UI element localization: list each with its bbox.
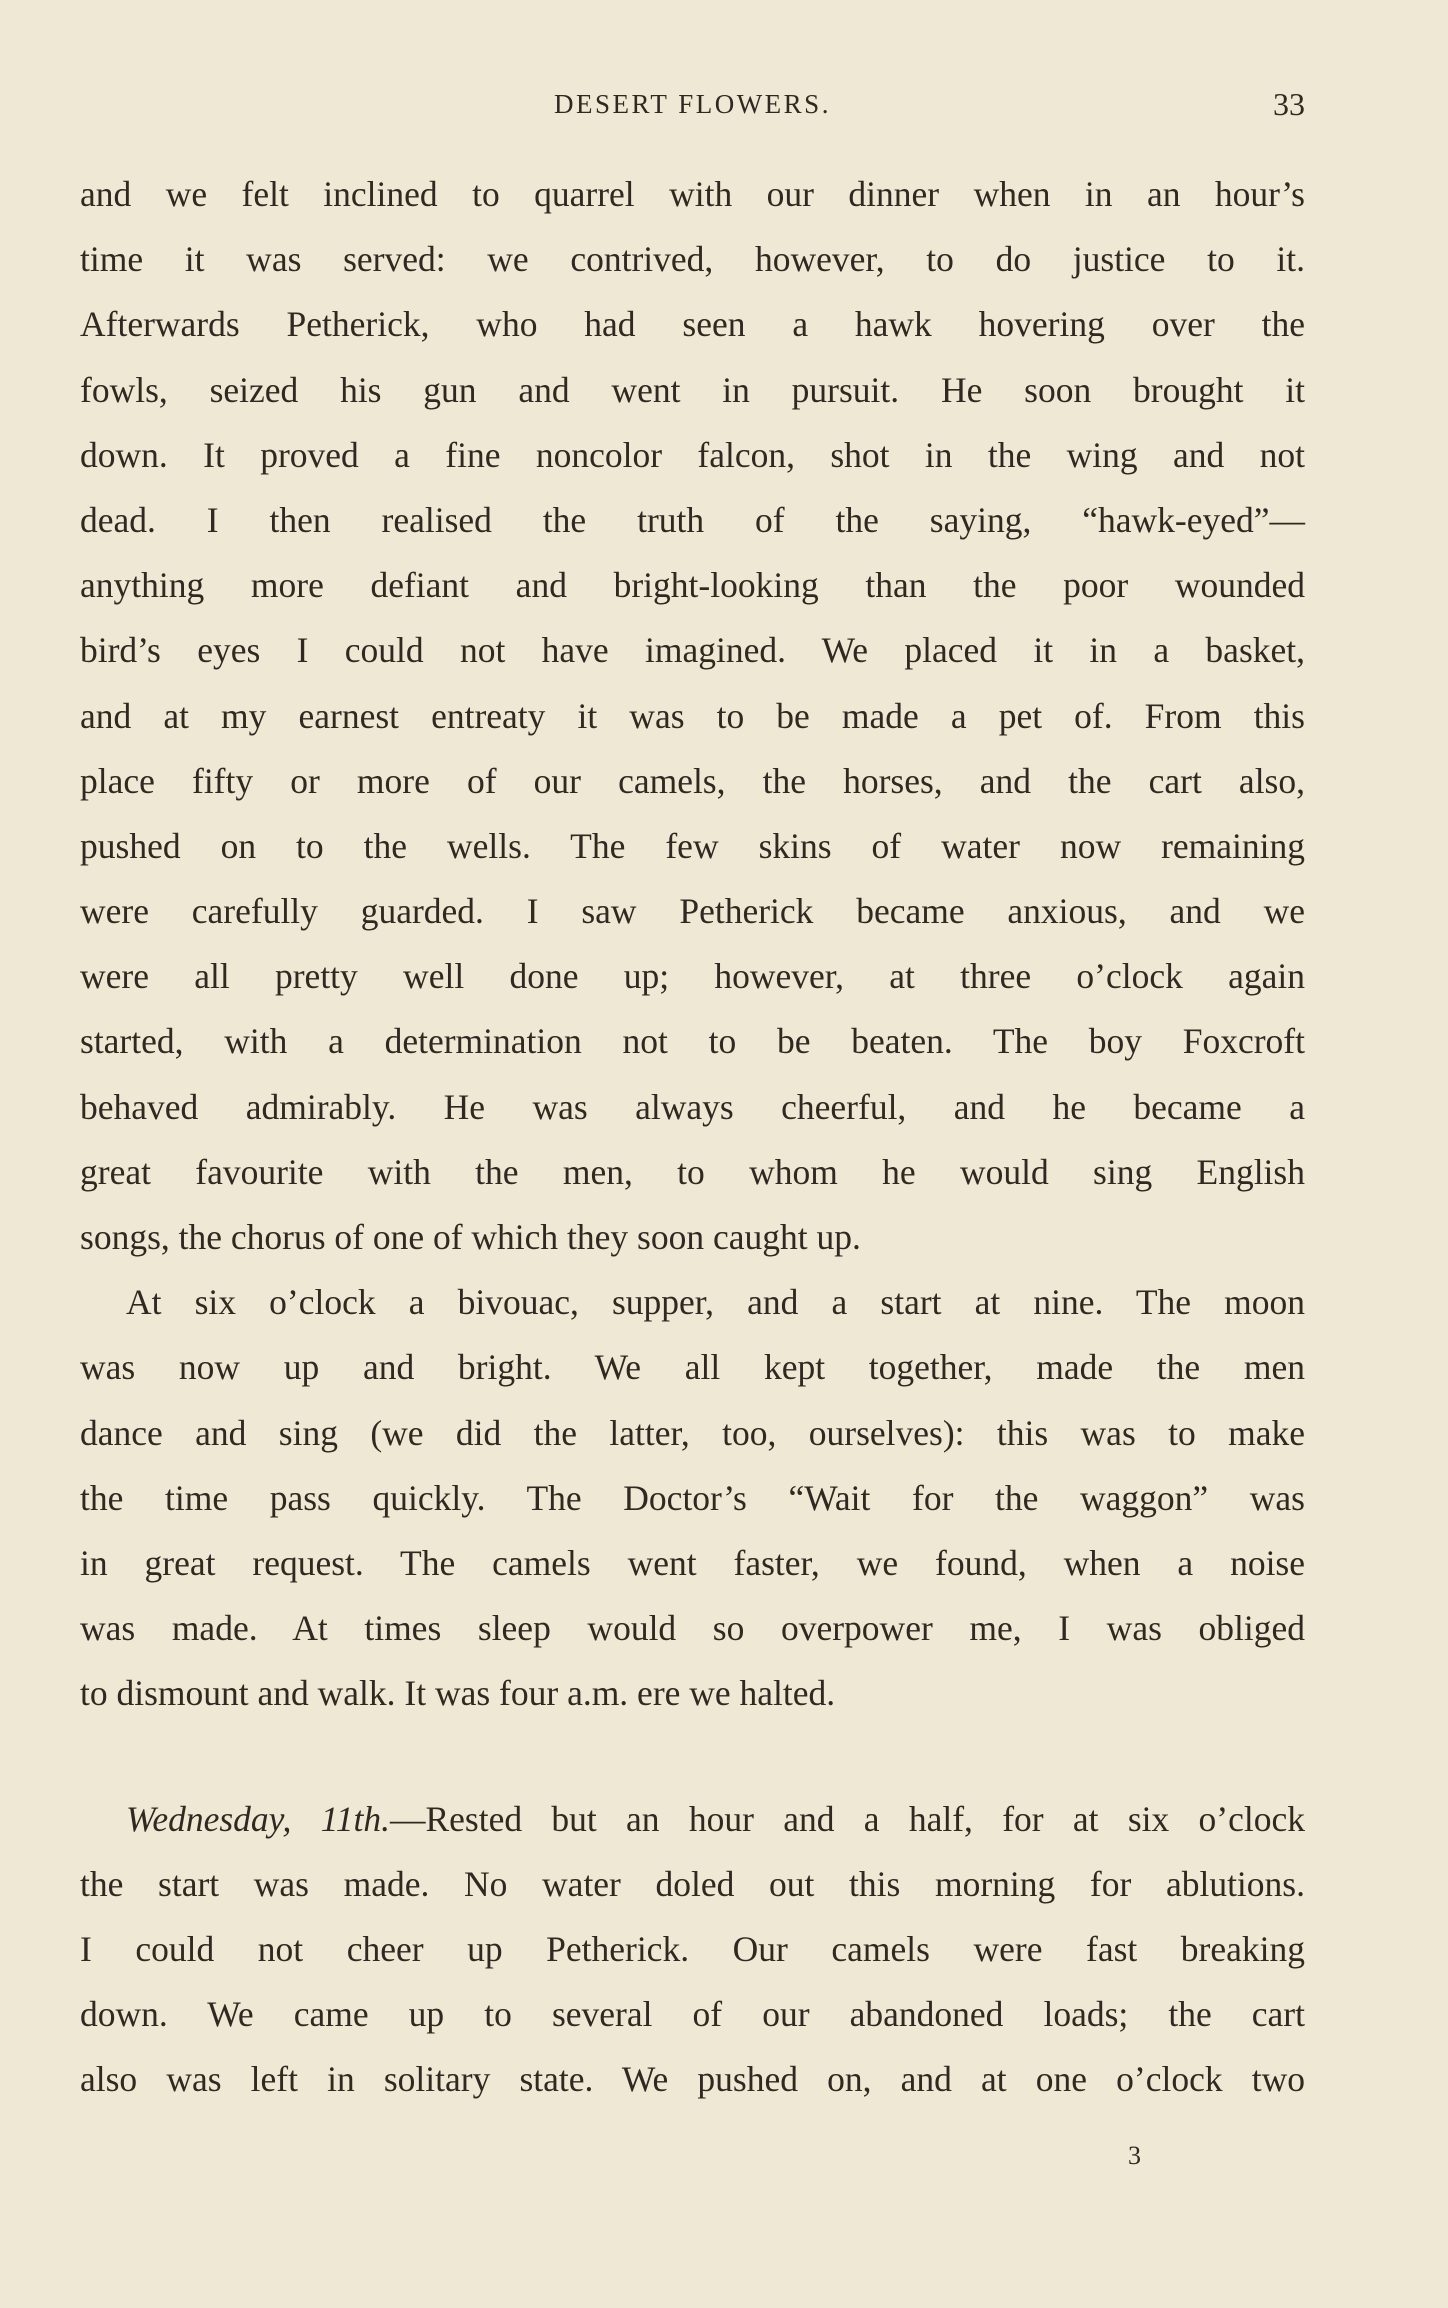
page-number: 33 — [1273, 86, 1305, 122]
text-line: dance and sing (we did the latter, too, ourselves): this was to make — [80, 1412, 1305, 1453]
text-line: to dismount and walk. It was four a.m. ere we halted. — [80, 1673, 836, 1714]
text-line: were all pretty well done up; however, at three o’clock again — [80, 956, 1305, 997]
text-line: was now up and bright. We all kept together, made the men — [80, 1347, 1305, 1388]
paragraph-3 — [80, 1787, 1305, 2113]
text-line: in great request. The camels went faster, we found, when a noise — [80, 1542, 1305, 1583]
text-line: songs, the chorus of one of which they soon caught up. — [80, 1217, 861, 1257]
text-line: dead. I then realised the truth of the saying, “hawk-eyed”— — [80, 499, 1305, 540]
paragraph-2 — [80, 1270, 1305, 1726]
text-run: —Rested but an hour and a half, for at six o’clock — [389, 1798, 1305, 1839]
text-line: At six o’clock a bivouac, supper, and a start at nine. The moon — [126, 1282, 1305, 1323]
text-line: bird’s eyes I could not have imagined. We placed it in a basket, — [80, 630, 1305, 671]
text-line — [80, 1787, 1305, 1852]
signature-mark: 3 — [1128, 2141, 1141, 2170]
text-line: and at my earnest entreaty it was to be made a pet of. From this — [80, 695, 1305, 736]
text-line: the time pass quickly. The Doctor’s “Wait for the waggon” was — [80, 1477, 1305, 1518]
text-line: pushed on to the wells. The few skins of water now remaining — [80, 825, 1305, 866]
text-line: behaved admirably. He was always cheerful, and he became a — [80, 1086, 1305, 1127]
text-line: and we felt inclined to quarrel with our dinner when in an hour’s — [80, 174, 1305, 214]
text-line: time it was served: we contrived, however, to do justice to it. — [80, 239, 1305, 280]
text-line: was made. At times sleep would so overpower me, I was obliged — [80, 1608, 1305, 1649]
text-line: also was left in solitary state. We pushed on, and at one o’clock two — [80, 2059, 1305, 2100]
page-header — [80, 80, 1305, 128]
text-line: place fifty or more of our camels, the horses, and the cart also, — [80, 760, 1305, 801]
text-line: down. We came up to several of our abandoned loads; the cart — [80, 1994, 1305, 2035]
text-line: great favourite with the men, to whom he would sing English — [80, 1151, 1305, 1192]
text-line: I could not cheer up Petherick. Our camels were fast breaking — [80, 1928, 1305, 1969]
paragraph-1 — [80, 162, 1305, 1270]
body-text — [80, 162, 1305, 2112]
text-line: down. It proved a fine noncolor falcon, shot in the wing and not — [80, 434, 1305, 475]
text-line: the start was made. No water doled out this morning for ablutions. — [80, 1863, 1305, 1904]
text-line: fowls, seized his gun and went in pursuit. He soon brought it — [80, 369, 1305, 410]
text-line: Afterwards Petherick, who had seen a hawk hovering over the — [80, 304, 1305, 345]
paragraph-spacer — [80, 1727, 1305, 1787]
text-line: anything more defiant and bright-looking than the poor wounded — [80, 565, 1305, 606]
running-title: DESERT FLOWERS. — [554, 89, 831, 119]
diary-date: Wednesday, 11th. — [126, 1798, 390, 1839]
text-line: started, with a determination not to be beaten. The boy Foxcroft — [80, 1021, 1305, 1062]
text-line: were carefully guarded. I saw Petherick became anxious, and we — [80, 891, 1305, 932]
